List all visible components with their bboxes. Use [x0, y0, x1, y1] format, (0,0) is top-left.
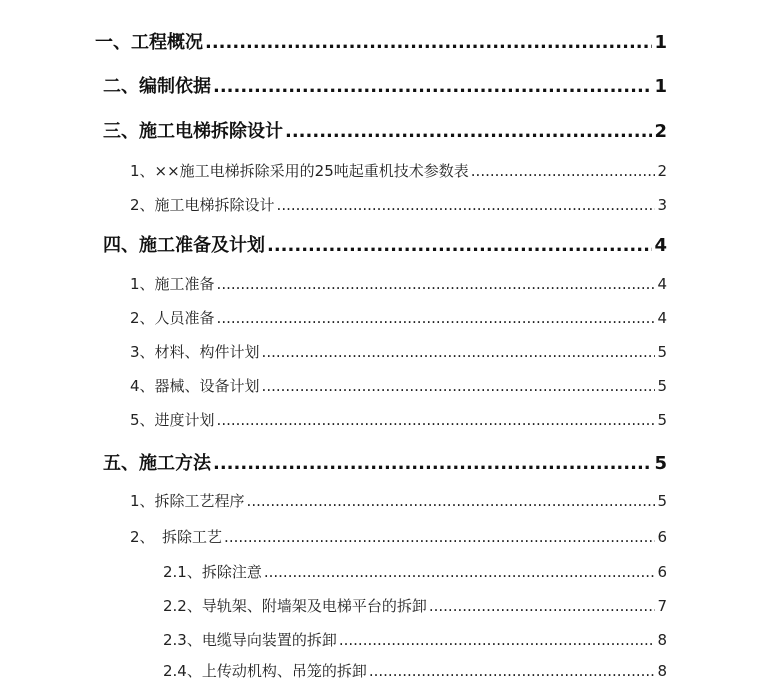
dot-leader — [205, 32, 652, 53]
toc-entry-level1[interactable] — [103, 117, 667, 147]
dot-leader — [247, 492, 656, 510]
toc-page-number: 6 — [657, 563, 667, 581]
dot-leader — [262, 377, 656, 395]
toc-entry-label: 2.1、拆除注意 — [163, 563, 262, 581]
toc-page-number: 5 — [657, 411, 667, 429]
toc-entry-level1[interactable] — [95, 28, 667, 58]
toc-entry-level3[interactable] — [163, 660, 667, 684]
toc-entry-level3[interactable] — [163, 595, 667, 619]
toc-page-number: 5 — [657, 343, 667, 361]
toc-page-number: 8 — [657, 631, 667, 649]
toc-entry-label: 1、拆除工艺程序 — [130, 492, 245, 510]
toc-page-number: 5 — [657, 492, 667, 510]
toc-page-number: 3 — [657, 196, 667, 214]
dot-leader — [471, 162, 656, 180]
toc-entry-label: 2、施工电梯拆除设计 — [130, 196, 275, 214]
toc-page-number: 1 — [654, 76, 667, 97]
dot-leader — [213, 453, 652, 474]
toc-entry-label: 2、 拆除工艺 — [130, 528, 223, 546]
toc-entry-label: 2.3、电缆导向装置的拆卸 — [163, 631, 337, 649]
toc-entry-label: 2.2、导轨架、附墙架及电梯平台的拆卸 — [163, 597, 427, 615]
dot-leader — [217, 309, 656, 327]
toc-entry-label: 2.4、上传动机构、吊笼的拆卸 — [163, 662, 367, 680]
toc-page-number: 6 — [657, 528, 667, 546]
toc-entry-level2[interactable] — [130, 307, 667, 331]
toc-entry-label: 五、施工方法 — [103, 453, 211, 474]
dot-leader — [339, 631, 656, 649]
toc-entry-label: 1、施工准备 — [130, 275, 215, 293]
dot-leader — [369, 662, 656, 680]
toc-page-number: 1 — [654, 32, 667, 53]
dot-leader — [285, 121, 652, 142]
toc-entry-level3[interactable] — [163, 629, 667, 653]
toc-entry-label: 三、施工电梯拆除设计 — [103, 121, 283, 142]
toc-entry-level1[interactable] — [103, 231, 667, 261]
toc-page-number: 8 — [657, 662, 667, 680]
dot-leader — [217, 411, 656, 429]
toc-entry-level2[interactable] — [130, 526, 667, 550]
toc-entry-label: 4、器械、设备计划 — [130, 377, 260, 395]
toc-page-number: 4 — [657, 309, 667, 327]
toc-entry-level2[interactable] — [130, 160, 667, 184]
toc-page-number: 2 — [654, 121, 667, 142]
toc-entry-label: 3、材料、构件计划 — [130, 343, 260, 361]
toc-entry-label: 四、施工准备及计划 — [103, 235, 265, 256]
toc-page-number: 5 — [654, 453, 667, 474]
toc-entry-label: 2、人员准备 — [130, 309, 215, 327]
dot-leader — [213, 76, 652, 97]
toc-entry-label: 二、编制依据 — [103, 76, 211, 97]
toc-page-number: 5 — [657, 377, 667, 395]
toc-page-number: 7 — [657, 597, 667, 615]
toc-entry-level2[interactable] — [130, 375, 667, 399]
toc-page-number: 4 — [654, 235, 667, 256]
toc-entry-level2[interactable] — [130, 490, 667, 514]
dot-leader — [262, 343, 656, 361]
toc-entry-level2[interactable] — [130, 194, 667, 218]
toc-entry-level1[interactable] — [103, 449, 667, 479]
toc-entry-label: 5、进度计划 — [130, 411, 215, 429]
toc-entry-level2[interactable] — [130, 341, 667, 365]
dot-leader — [224, 528, 655, 546]
toc-title-fragment — [0, 0, 777, 8]
toc-page-number: 4 — [657, 275, 667, 293]
dot-leader — [264, 563, 656, 581]
toc-entry-level1[interactable] — [103, 72, 667, 102]
toc-entry-label: 一、工程概况 — [95, 32, 203, 53]
dot-leader — [429, 597, 656, 615]
toc-page-number: 2 — [657, 162, 667, 180]
toc-entry-level3[interactable] — [163, 561, 667, 585]
toc-entry-level2[interactable] — [130, 409, 667, 433]
toc-entry-level2[interactable] — [130, 273, 667, 297]
dot-leader — [277, 196, 656, 214]
dot-leader — [267, 235, 652, 256]
toc-entry-label: 1、××施工电梯拆除采用的25吨起重机技术参数表 — [130, 162, 469, 180]
dot-leader — [217, 275, 656, 293]
